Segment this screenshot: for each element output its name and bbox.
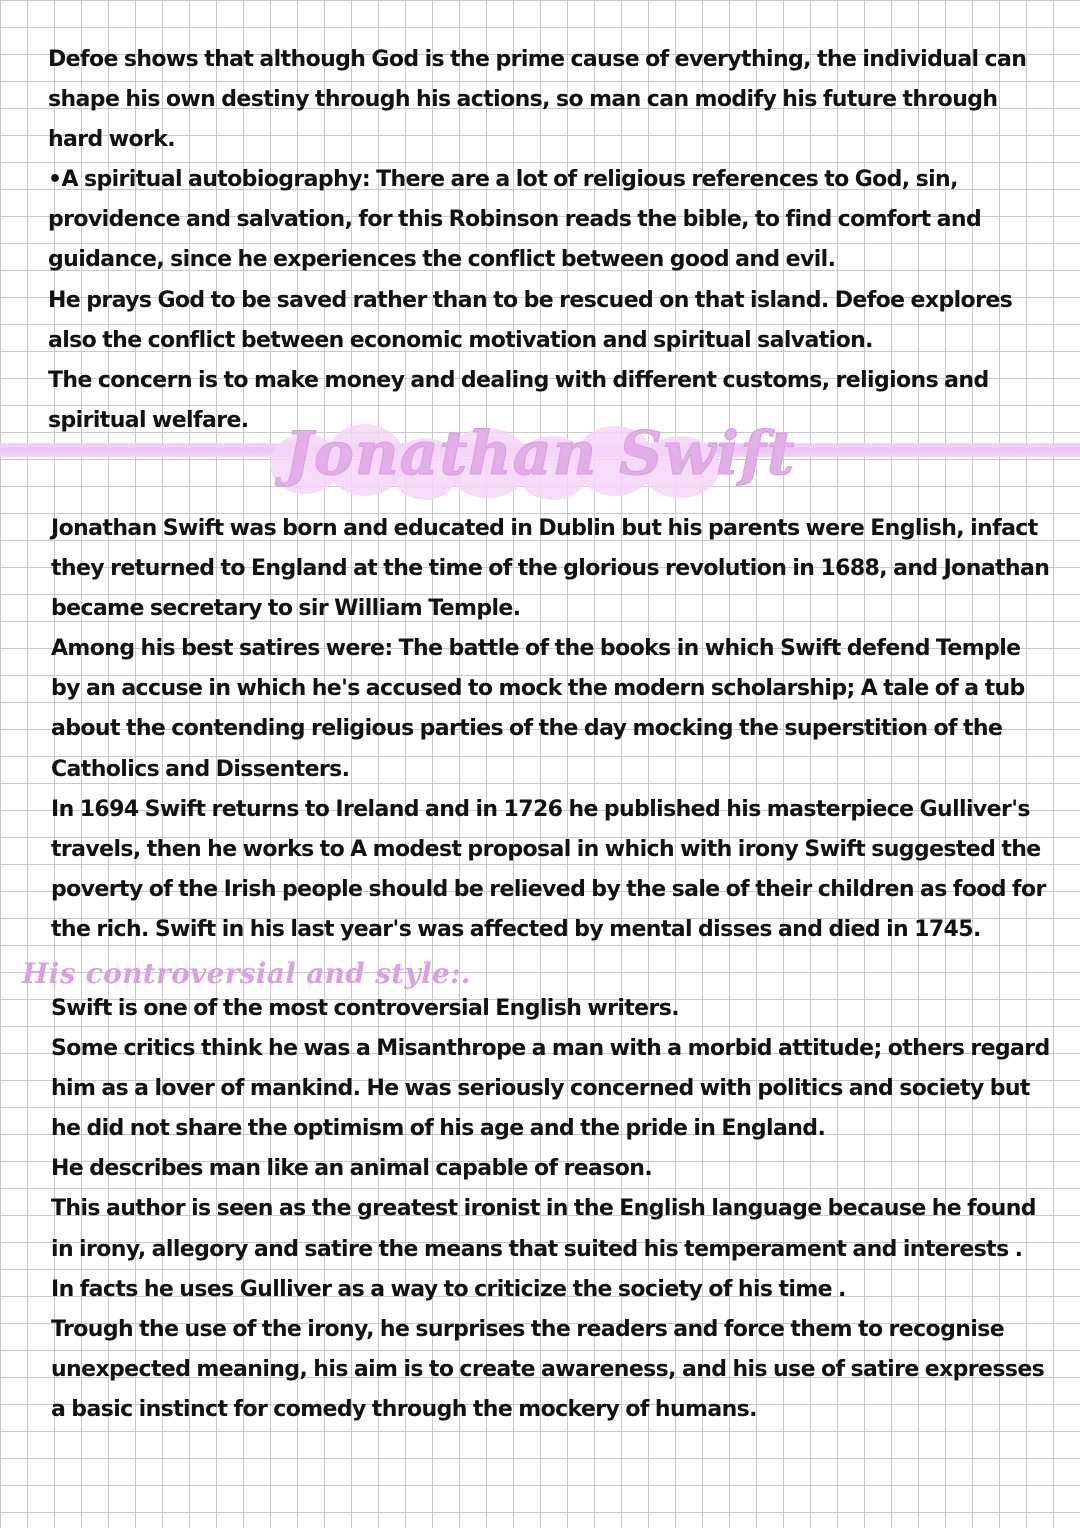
paragraph: In 1694 Swift returns to Ireland and in 1726 he published his masterpiece Gulliver's travels, then he works to A modest proposal in which with irony Swift suggested the poverty of the Irish people should be relieved by the sale of their children as food for the rich. Swift in his last year's was affected by mental disses and died in 1745. [51,796,1046,942]
paragraph: In facts he uses Gulliver as a way to criticize the society of his time . [51,1276,846,1302]
defoe-notes [48,40,1053,441]
section-title: Jonathan Swift [284,419,796,489]
paragraph: He prays God to be saved rather than to be rescued on that island. Defoe explores also the conflict between economic motivation and spiritual salvation. [48,287,1013,353]
paragraph: He describes man like an animal capable of reason. [51,1156,653,1182]
swift-biography [51,509,1051,950]
paragraph: Jonathan Swift was born and educated in Dublin but his parents were English, infact they returned to England at the time of the glorious revolution in 1688, and Jonathan became secretary to sir William Temple. [51,516,1050,622]
paragraph: Defoe shows that although God is the prime cause of everything, the individual can shape his own destiny through his actions, so man can modify his future through hard work. [48,47,1027,153]
swift-style-notes [51,989,1051,1430]
paragraph: Among his best satires were: The battle of the books in which Swift defend Temple by an accuse in which he's accused to mock the modern scholarship; A tale of a tub about the contending religious parties of the day mocking the superstition of the Catholics and Dissenters. [51,636,1025,782]
paragraph: •A spiritual autobiography: There are a lot of religious references to God, sin, providence and salvation, for this Robinson reads the bible, to find comfort and guidance, since he experiences the conflict between good and evil. [48,167,982,273]
section-subtitle: His controversial and style:. [22,957,471,990]
paragraph: Some critics think he was a Misanthrope a man with a morbid attitude; others regard him as a lover of mankind. He was seriously concerned with politics and society but he did not share the optimism of his age and the pride in England. [51,1036,1050,1142]
paragraph: The concern is to make money and dealing with different customs, religions and spiritual welfare. [48,367,989,433]
paragraph: Swift is one of the most controversial English writers. [51,996,680,1021]
paragraph: This author is seen as the greatest ironist in the English language because he found in irony, allegory and satire the means that suited his temperament and interests . [51,1196,1036,1262]
paragraph: Trough the use of the irony, he surprises the readers and force them to recognise unexpected meaning, his aim is to create awareness, and his use of satire expresses a basic instinct for comedy through the mockery of humans. [51,1316,1045,1422]
